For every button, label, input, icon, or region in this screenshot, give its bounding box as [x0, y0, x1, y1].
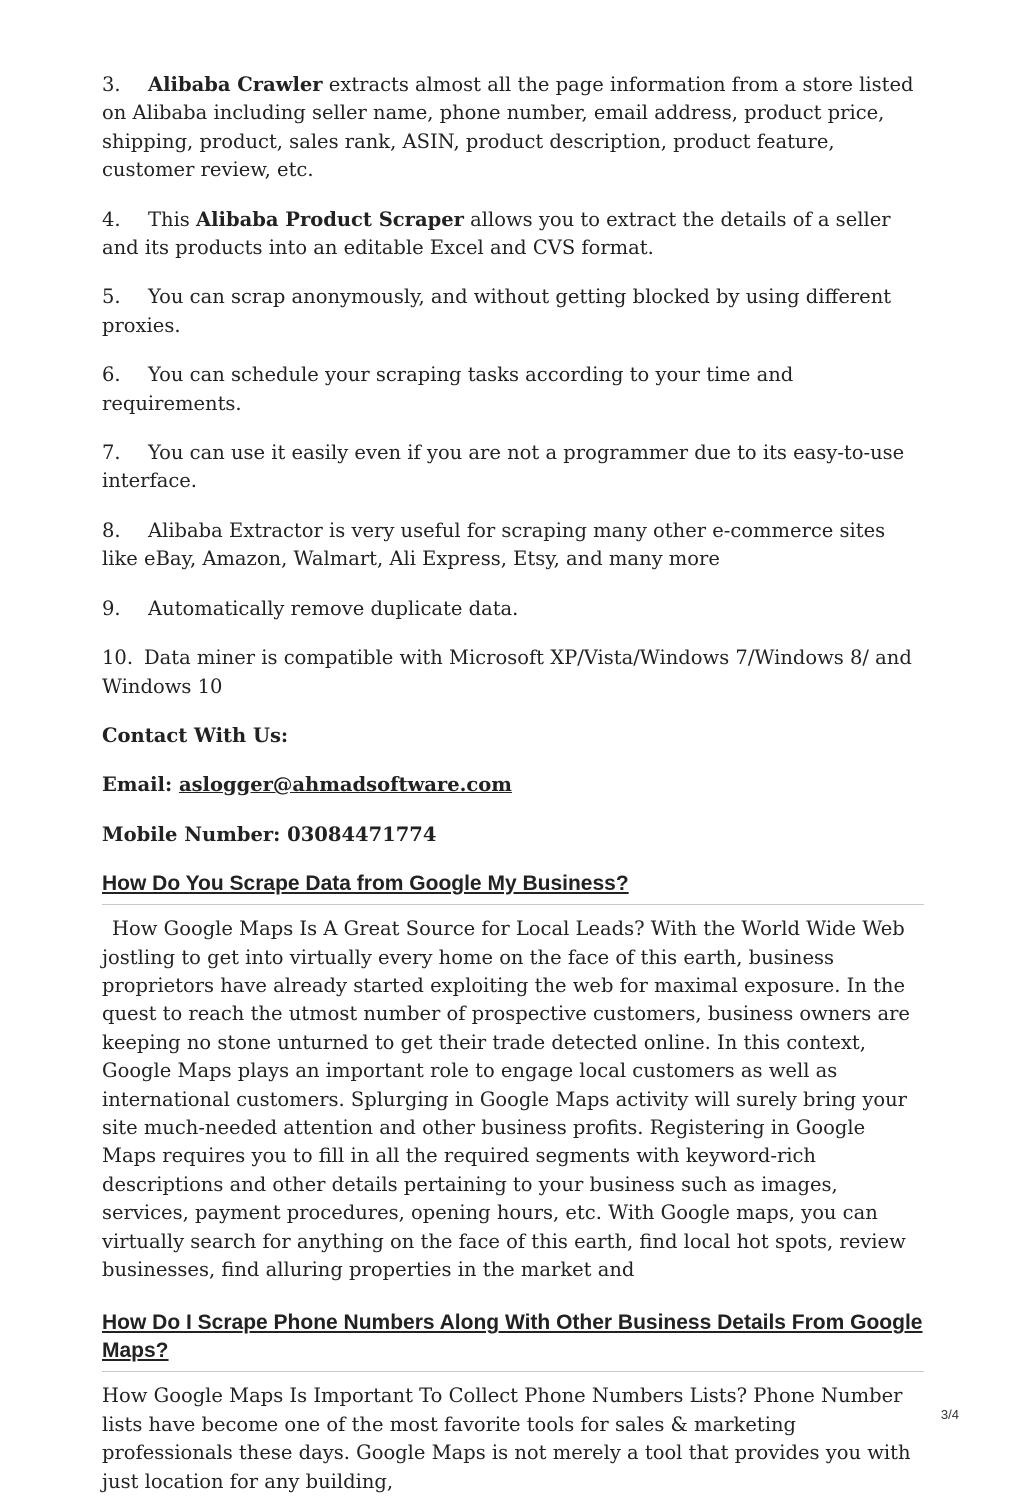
article-title-link[interactable]: How Do I Scrape Phone Numbers Along With Other Business Details From Google Maps? [102, 1311, 923, 1363]
contact-mobile: Mobile Number: 03084471774 [102, 822, 437, 846]
contact-block [102, 722, 924, 849]
list-item-number: 3. [102, 73, 121, 96]
list-item [102, 206, 924, 263]
email-label: Email: [102, 773, 179, 797]
list-item [102, 71, 924, 185]
article-title [102, 1309, 924, 1372]
document-page [102, 71, 924, 1496]
list-item-number: 9. [102, 596, 121, 620]
list-item [102, 595, 924, 623]
contact-heading: Contact With Us: [102, 723, 289, 747]
article-body [102, 915, 924, 1284]
list-item-text: Data miner is compatible with Microsoft XP/Vista/Windows 7/Windows 8/ and Windows 10 [102, 646, 912, 698]
email-link[interactable]: aslogger@ahmadsoftware.com [178, 773, 512, 797]
list-item-text: extracts almost all the page information from a store listed on Alibaba including seller name, phone number, email address, product price, shipping, product, sales rank, ASIN, product description, product feature, customer review, etc. [102, 73, 914, 182]
article-body: How Google Maps Is Important To Collect Phone Numbers Lists? Phone Number lists have become one of the most favorite tools for sales & marketing professionals these days. Google Maps is not merely a tool that provides you with just location for any building, [102, 1384, 911, 1493]
list-item-bold: Alibaba Crawler [148, 73, 323, 96]
list-item-number: 6. [102, 363, 121, 387]
list-item-text: Alibaba Extractor is very useful for scraping many other e-commerce sites like eBay, Amazon, Walmart, Ali Express, Etsy, and many more [102, 518, 886, 571]
list-item-text: You can use it easily even if you are not a programmer due to its easy-to-use interface. [102, 441, 905, 493]
list-item [102, 439, 924, 496]
list-item-number: 7. [102, 441, 121, 465]
article-section [102, 870, 924, 1284]
article-body-text: How Google Maps Is A Great Source for Local Leads? With the World Wide Web jostling to get into virtually every home on the face of this earth, business proprietors have already started exploiting the web for maximal exposure. In the quest to reach the utmost number of prospective customers, business owners are keeping no stone unturned to get their trade detected online. In this context, Google Maps plays an important role to engage local customers as well as international customers. Splurging in Google Maps activity will surely bring your site much-needed attention and other business profits. Registering in Google Maps requires you to fill in all the required segments with keyword-rich descriptions and other details pertaining to your business such as images, services, payment procedures, opening hours, etc. With Google maps, you can virtually search for anything on the face of this earth, find local hot spots, review businesses, find alluring properties in the market and [102, 917, 910, 1281]
list-item-prefix: This [148, 207, 197, 231]
list-item [102, 361, 924, 418]
list-item-text: You can scrap anonymously, and without getting blocked by using different proxies. [102, 285, 892, 337]
list-item-number: 10. [102, 646, 134, 670]
article-title-link[interactable]: How Do You Scrape Data from Google My Business? [102, 872, 629, 896]
list-item [102, 283, 924, 340]
contact-email-line [102, 771, 924, 799]
list-item-number: 4. [102, 207, 121, 231]
list-item-bold: Alibaba Product Scraper [196, 207, 464, 231]
list-item-number: 5. [102, 285, 121, 309]
article-section [102, 1309, 924, 1496]
list-item [102, 517, 924, 574]
list-item-text: Automatically remove duplicate data. [148, 596, 519, 620]
list-item-text: allows you to extract the details of a seller and its products into an editable Excel and CVS format. [102, 207, 891, 260]
list-item-number: 8. [102, 518, 121, 542]
list-item-text: You can schedule your scraping tasks according to your time and requirements. [102, 363, 794, 415]
feature-list [102, 71, 924, 701]
article-title [102, 870, 924, 905]
page-number: 3/4 [940, 1407, 959, 1422]
list-item [102, 644, 924, 701]
